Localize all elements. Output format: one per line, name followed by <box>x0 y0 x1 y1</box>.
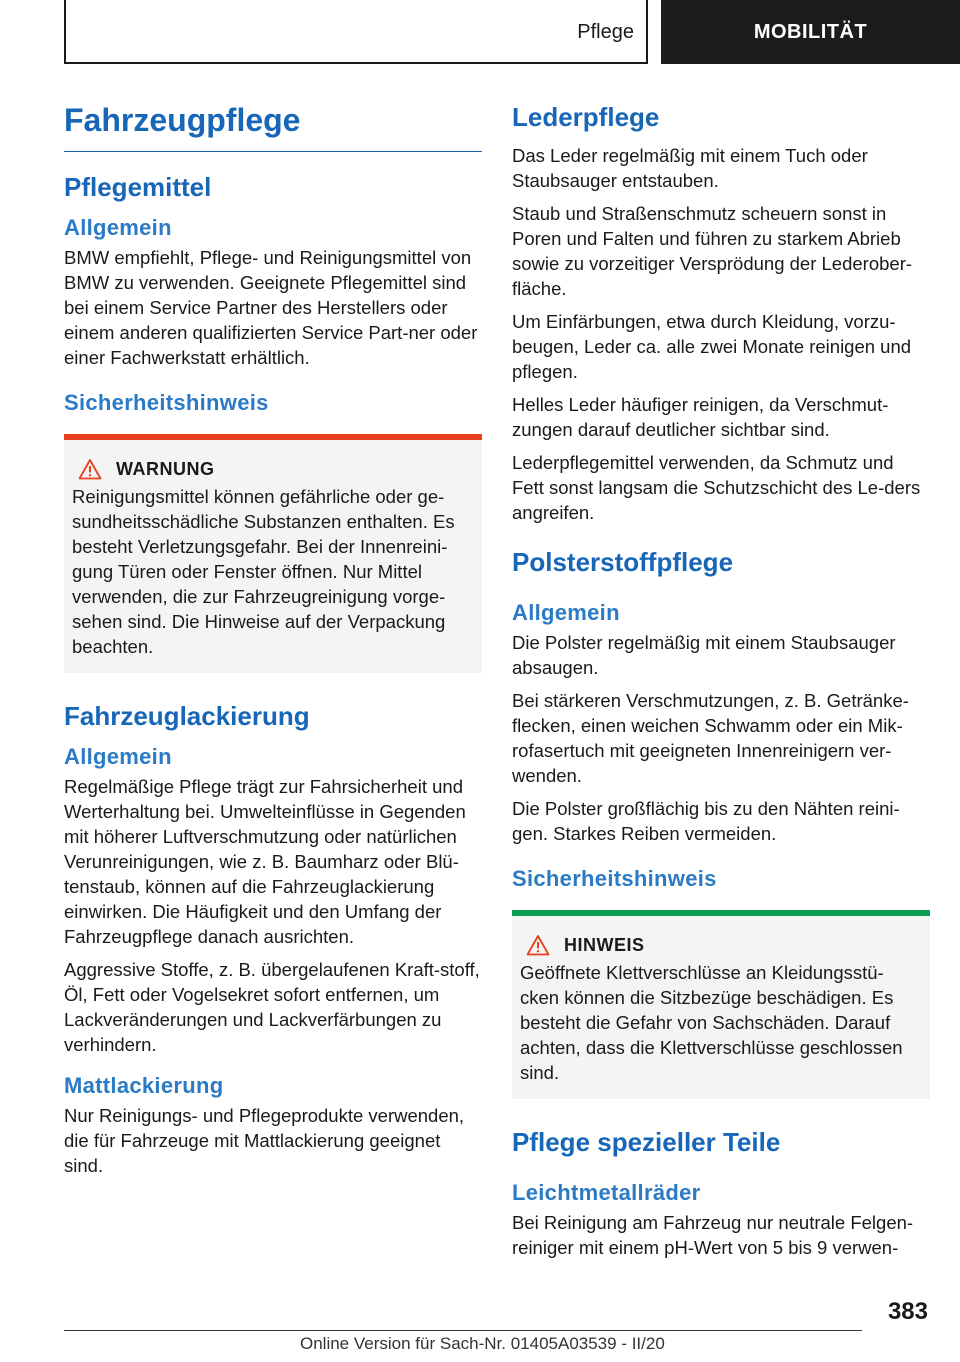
subheading-allgemein: Allgemein <box>64 744 172 769</box>
page-number: 383 <box>887 1298 928 1325</box>
section-heading-pflegemittel: Pflegemittel <box>64 172 212 202</box>
paragraph: BMW empfiehlt, Pflege- und Reinigungsmittel von BMW zu verwenden. Geeignete Pflegemittel sind bei einem Service Partner des Herstellers oder einem anderen qualifizierten Service Part-ner oder einer Fachwerkstatt erhältlich. <box>64 247 478 368</box>
paragraph: Staub und Straßenschmutz scheuern sonst in Poren und Falten und führen zu starkem Abrieb sowie zu vorzeitiger Versprödung der Lederober-fläche. <box>512 203 913 299</box>
paragraph: Lederpflegemittel verwenden, da Schmutz und Fett sonst langsam die Schutzschicht des Le-ders angreifen. <box>512 452 921 523</box>
right-column <box>512 98 930 1268</box>
warning-triangle-icon <box>78 458 102 480</box>
header-section-title: Pflege <box>577 20 634 43</box>
section-heading-lederpflege: Lederpflege <box>512 102 660 132</box>
subheading-safety: Sicherheitshinweis <box>512 866 717 891</box>
paragraph: Bei stärkeren Verschmutzungen, z. B. Getränke-flecken, einen weichen Schwamm oder ein Mik-rofasertuch mit geeigneten Innenreinigern ver-wenden. <box>512 690 909 786</box>
notice-triangle-icon <box>526 934 550 956</box>
paragraph: Regelmäßige Pflege trägt zur Fahrsicherheit und Werterhaltung bei. Umwelteinflüsse in Gegenden mit höherer Luftverschmutzung oder natürlichen Verunreinigungen, wie z. B. Baumharz oder Blü-tenstaub, können auf die Fahrzeuglackierung einwirken. Die Häufigkeit und den Umfang der Fahrzeugpflege danach ausrichten. <box>64 776 466 947</box>
subheading-mattlackierung: Mattlackierung <box>64 1073 224 1098</box>
subheading-leichtmetallraeder: Leichtmetallräder <box>512 1180 701 1205</box>
warning-label: WARNUNG <box>116 458 215 479</box>
notice-label: HINWEIS <box>564 934 645 955</box>
notice-header <box>526 934 922 956</box>
paragraph: Nur Reinigungs- und Pflegeprodukte verwenden, die für Fahrzeuge mit Mattlackierung geeignet sind. <box>64 1105 465 1176</box>
section-heading-polster: Polsterstoffpflege <box>512 547 734 577</box>
subheading-safety: Sicherheitshinweis <box>64 390 269 415</box>
paragraph: Die Polster regelmäßig mit einem Staubsauger absaugen. <box>512 632 896 678</box>
paragraph: Helles Leder häufiger reinigen, da Verschmut-zungen darauf deutlicher sichtbar sind. <box>512 394 889 440</box>
paragraph: Das Leder regelmäßig mit einem Tuch oder Staubsauger entstauben. <box>512 145 868 191</box>
left-column <box>64 98 482 1186</box>
footer-text: Online Version für Sach-Nr. 01405A03539 - II/20 <box>300 1334 665 1353</box>
warning-header <box>78 458 474 480</box>
section-heading-lackierung: Fahrzeuglackierung <box>64 701 310 731</box>
warning-text: Reinigungsmittel können gefährliche oder ge-sundheitsschädliche Substanzen enthalten. Es besteht Verletzungsgefahr. Bei der Innenreini-gung Türen oder Fenster öffnen. Nur Mittel verwenden, die zur Fahrzeugreinigung vorge-sehen sind. Die Hinweise auf der Verpackung beachten. <box>72 486 455 657</box>
section-heading-teile: Pflege spezieller Teile <box>512 1127 781 1157</box>
page-title: Fahrzeugpflege <box>64 98 482 152</box>
paragraph: Aggressive Stoffe, z. B. übergelaufenen Kraft-stoff, Öl, Fett oder Vogelsekret sofort entfernen, um Lackveränderungen und Lackverfärbungen zu verhindern. <box>64 959 480 1055</box>
paragraph: Um Einfärbungen, etwa durch Kleidung, vorzu-beugen, Leder ca. alle zwei Monate reinigen und pflegen. <box>512 311 912 382</box>
subheading-allgemein: Allgemein <box>64 215 172 240</box>
warning-box <box>64 440 482 673</box>
notice-text: Geöffnete Klettverschlüsse an Kleidungsstü-cken können die Sitzbezüge beschädigen. Es besteht die Gefahr von Sachschäden. Darauf achten, dass die Klettverschlüsse geschlossen sind. <box>520 962 903 1083</box>
subheading-allgemein: Allgemein <box>512 600 620 625</box>
paragraph: Die Polster großflächig bis zu den Nähten reini-gen. Starkes Reiben vermeiden. <box>512 798 900 844</box>
footer-divider <box>64 1330 862 1331</box>
header-chapter-tab[interactable]: MOBILITÄT <box>661 0 960 64</box>
notice-box <box>512 916 930 1099</box>
paragraph: Bei Reinigung am Fahrzeug nur neutrale Felgen-reiniger mit einem pH-Wert von 5 bis 9 verwen- <box>512 1212 914 1258</box>
